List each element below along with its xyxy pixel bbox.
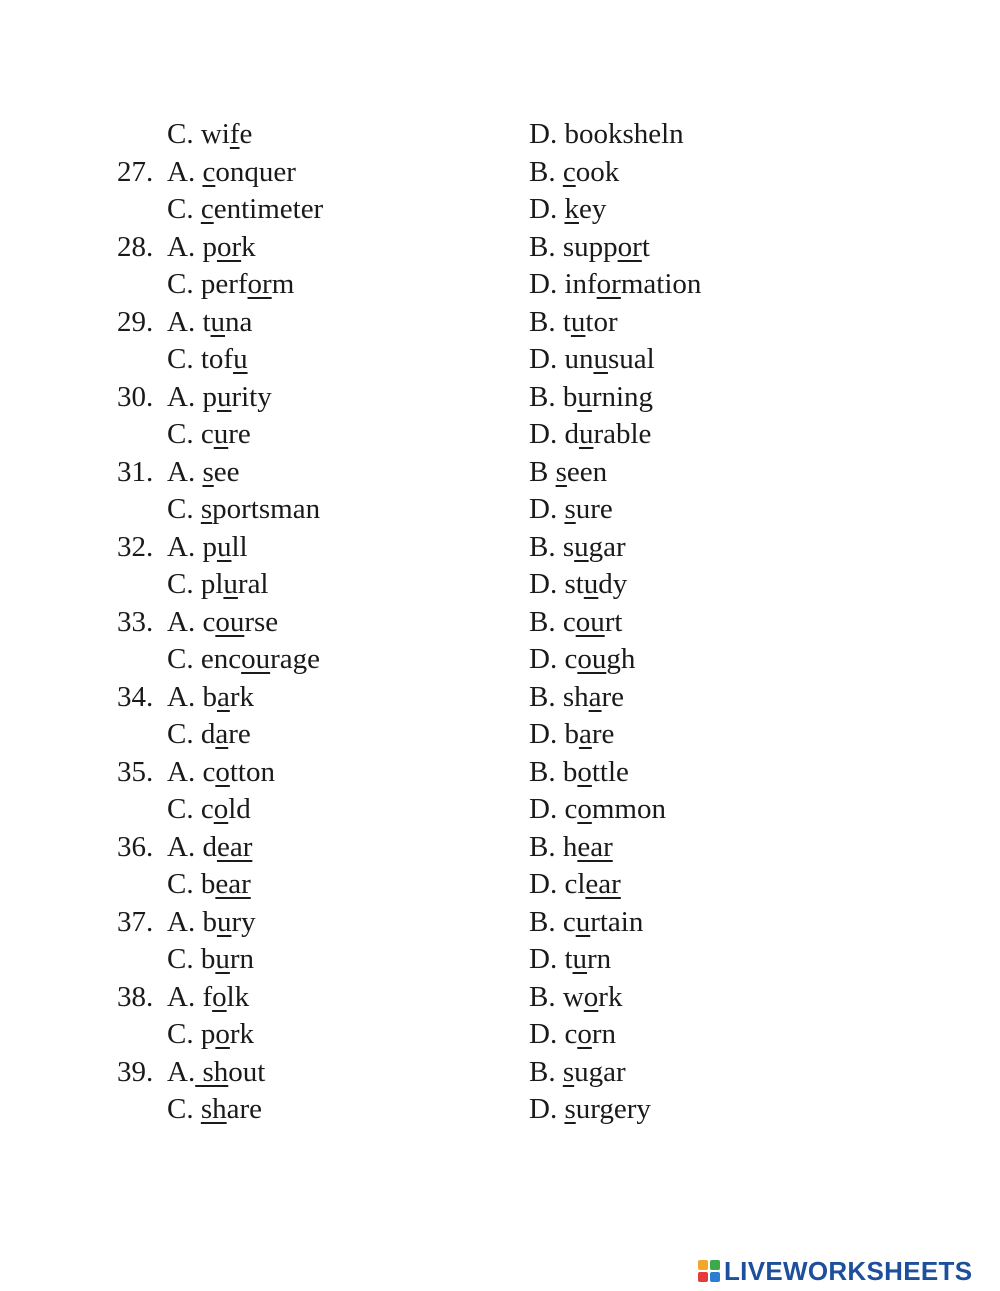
option-letter: B.	[529, 905, 563, 938]
underlined-sound: ear	[216, 830, 253, 863]
right-option	[529, 941, 611, 979]
word-fragment: st	[564, 568, 584, 600]
underlined-sound: u	[593, 343, 608, 375]
left-option	[167, 829, 252, 867]
option-letter: A.	[167, 605, 203, 638]
option-letter: B.	[529, 680, 563, 713]
word-fragment: c	[200, 793, 214, 825]
right-option	[529, 604, 622, 642]
option-letter: A.	[167, 1055, 196, 1088]
underlined-sound: ear	[577, 830, 613, 863]
underlined-sound: a	[578, 718, 592, 750]
word-fragment: c	[562, 905, 576, 938]
underlined-sound: o	[577, 755, 592, 788]
word-fragment: rk	[598, 980, 623, 1013]
question-row	[0, 191, 1000, 229]
underlined-sound: a	[215, 718, 229, 750]
right-option	[529, 1091, 651, 1129]
right-option	[529, 266, 701, 304]
underlined-sound: u	[233, 343, 248, 375]
underlined-sound: o	[577, 793, 592, 825]
right-option	[529, 454, 607, 492]
word-fragment: booksheln	[564, 118, 684, 150]
question-row	[0, 1091, 1000, 1129]
option-letter: A.	[167, 755, 203, 788]
word-fragment: rn	[591, 1018, 616, 1050]
word-fragment: rn	[229, 943, 255, 975]
option-letter: A.	[167, 455, 203, 488]
underlined-sound: o	[583, 980, 599, 1013]
left-option	[167, 1091, 262, 1129]
option-letter: C.	[167, 793, 201, 825]
word-fragment: rable	[593, 418, 652, 450]
word-fragment: w	[562, 980, 584, 1013]
left-option	[167, 791, 251, 829]
underlined-sound: o	[577, 1018, 592, 1050]
underlined-sound: u	[575, 905, 591, 938]
underlined-sound: o	[212, 980, 227, 1013]
option-letter: D.	[529, 118, 565, 150]
word-fragment: t	[641, 230, 650, 263]
option-letter: A.	[167, 530, 203, 563]
underlined-sound: s	[562, 1055, 575, 1088]
left-option	[167, 116, 252, 154]
left-option	[167, 379, 272, 417]
option-letter: B.	[529, 380, 563, 413]
option-letter: D.	[529, 868, 565, 900]
word-fragment: ry	[231, 905, 256, 938]
word-fragment: ll	[231, 530, 248, 563]
option-letter: A.	[167, 230, 203, 263]
word-fragment: are	[226, 1093, 263, 1125]
option-letter: B.	[529, 230, 563, 263]
word-fragment: onquer	[215, 155, 296, 188]
underlined-sound: u	[216, 530, 232, 563]
brand-name: LIVEWORKSHEETS	[724, 1255, 973, 1286]
option-letter: A.	[167, 155, 203, 188]
option-letter: C.	[167, 718, 201, 750]
left-option	[167, 529, 248, 567]
left-option	[167, 641, 320, 679]
question-row	[0, 829, 1000, 867]
word-fragment: tton	[229, 755, 275, 788]
word-fragment: rning	[591, 380, 654, 413]
left-option	[167, 604, 278, 642]
question-row	[0, 754, 1000, 792]
underlined-sound: ear	[215, 868, 251, 900]
underlined-sound: or	[216, 230, 242, 263]
question-number: 28.	[117, 230, 161, 263]
option-letter: A.	[167, 305, 203, 338]
question-number: 37.	[117, 905, 161, 938]
underlined-sound: o	[215, 1018, 230, 1050]
option-letter: B	[529, 455, 556, 488]
exercise-list	[0, 116, 1000, 1129]
right-option	[529, 791, 666, 829]
question-row	[0, 866, 1000, 904]
liveworksheets-logo	[698, 1254, 972, 1288]
option-letter: A.	[167, 980, 203, 1013]
logo-blocks-icon	[698, 1260, 720, 1282]
word-fragment: portsman	[212, 493, 321, 525]
left-option	[167, 679, 254, 717]
word-fragment: b	[200, 943, 216, 975]
underlined-sound: c	[200, 193, 214, 225]
word-fragment: k	[241, 230, 256, 263]
word-fragment: d	[564, 418, 579, 450]
option-letter: D.	[529, 418, 565, 450]
underlined-sound: s	[564, 1093, 576, 1125]
underlined-sound: u	[210, 305, 226, 338]
word-fragment: rage	[270, 643, 320, 675]
logo-block	[698, 1272, 708, 1282]
question-row	[0, 941, 1000, 979]
left-option	[167, 491, 320, 529]
word-fragment: c	[564, 643, 578, 675]
word-fragment: c	[200, 418, 214, 450]
question-row	[0, 491, 1000, 529]
option-letter: D.	[529, 493, 565, 525]
underlined-sound: u	[570, 305, 586, 338]
word-fragment: rk	[229, 1018, 255, 1050]
word-fragment: un	[564, 343, 594, 375]
word-fragment: ey	[578, 193, 607, 225]
right-option	[529, 341, 655, 379]
right-option	[529, 566, 627, 604]
underlined-sound: k	[564, 193, 579, 225]
left-option	[167, 266, 294, 304]
left-option	[167, 454, 240, 492]
word-fragment: gar	[588, 530, 626, 563]
option-letter: D.	[529, 718, 565, 750]
word-fragment: ral	[237, 568, 269, 600]
word-fragment: c	[564, 793, 578, 825]
underlined-sound: u	[223, 568, 238, 600]
word-fragment: ook	[575, 155, 620, 188]
question-row	[0, 529, 1000, 567]
option-letter: C.	[167, 943, 201, 975]
option-letter: C.	[167, 1018, 201, 1050]
underlined-sound: u	[213, 418, 229, 450]
word-fragment: rtain	[590, 905, 644, 938]
underlined-sound: s	[555, 455, 567, 488]
question-number: 33.	[117, 605, 161, 638]
word-fragment: tor	[585, 305, 618, 338]
question-row	[0, 1054, 1000, 1092]
word-fragment: p	[202, 380, 217, 413]
word-fragment: f	[202, 980, 213, 1013]
left-option	[167, 304, 252, 342]
option-letter: B.	[529, 830, 563, 863]
left-option	[167, 341, 248, 379]
left-option	[167, 229, 256, 267]
option-letter: B.	[529, 605, 563, 638]
question-number: 30.	[117, 380, 161, 413]
underlined-sound: s	[200, 493, 213, 525]
underlined-sound: u	[216, 380, 232, 413]
left-option	[167, 566, 269, 604]
question-row	[0, 454, 1000, 492]
question-row	[0, 679, 1000, 717]
option-letter: D.	[529, 568, 565, 600]
question-number: 32.	[117, 530, 161, 563]
left-option	[167, 191, 323, 229]
question-number: 27.	[117, 155, 161, 188]
underlined-sound: s	[564, 493, 576, 525]
word-fragment: c	[202, 755, 216, 788]
word-fragment: rity	[231, 380, 272, 413]
question-row	[0, 604, 1000, 642]
option-letter: A.	[167, 830, 203, 863]
left-option	[167, 154, 296, 192]
question-row	[0, 379, 1000, 417]
left-option	[167, 416, 251, 454]
word-fragment: pl	[200, 568, 224, 600]
word-fragment: re	[601, 680, 625, 713]
word-fragment: urgery	[575, 1093, 651, 1125]
option-letter: B.	[529, 755, 563, 788]
left-option	[167, 941, 254, 979]
question-number: 39.	[117, 1055, 161, 1088]
question-row	[0, 641, 1000, 679]
word-fragment: rse	[244, 605, 279, 638]
word-fragment: e	[239, 118, 253, 150]
underlined-sound: ou	[215, 605, 245, 638]
word-fragment: gh	[606, 643, 636, 675]
option-letter: C.	[167, 868, 201, 900]
word-fragment: mmon	[591, 793, 666, 825]
underlined-sound: u	[216, 905, 232, 938]
question-row	[0, 304, 1000, 342]
underlined-sound: u	[574, 530, 589, 563]
right-option	[529, 979, 622, 1017]
word-fragment: re	[591, 718, 615, 750]
question-row	[0, 341, 1000, 379]
underlined-sound: c	[202, 155, 216, 188]
underlined-sound: sh	[195, 1055, 229, 1088]
question-number: 38.	[117, 980, 161, 1013]
word-fragment: p	[202, 230, 217, 263]
word-fragment: m	[271, 268, 295, 300]
option-letter: C.	[167, 493, 201, 525]
word-fragment: rt	[604, 605, 623, 638]
word-fragment: dy	[598, 568, 628, 600]
word-fragment: t	[562, 305, 571, 338]
question-row	[0, 791, 1000, 829]
left-option	[167, 866, 251, 904]
right-option	[529, 116, 684, 154]
underlined-sound: s	[202, 455, 214, 488]
underlined-sound: u	[578, 418, 594, 450]
option-letter: D.	[529, 1093, 565, 1125]
word-fragment: supp	[562, 230, 618, 263]
option-letter: B.	[529, 530, 563, 563]
option-letter: B.	[529, 980, 563, 1013]
word-fragment: h	[562, 830, 578, 863]
word-fragment: lk	[226, 980, 250, 1013]
option-letter: D.	[529, 268, 565, 300]
right-option	[529, 191, 606, 229]
question-number: 36.	[117, 830, 161, 863]
right-option	[529, 379, 653, 417]
option-letter: D.	[529, 1018, 565, 1050]
underlined-sound: or	[247, 268, 272, 300]
question-row	[0, 416, 1000, 454]
option-letter: B.	[529, 155, 563, 188]
option-letter: C.	[167, 268, 201, 300]
question-number: 31.	[117, 455, 161, 488]
right-option	[529, 641, 635, 679]
option-letter: D.	[529, 343, 565, 375]
underlined-sound: u	[215, 943, 230, 975]
right-option	[529, 829, 613, 867]
option-letter: C.	[167, 118, 201, 150]
underlined-sound: u	[577, 380, 592, 413]
option-letter: C.	[167, 418, 201, 450]
right-option	[529, 866, 621, 904]
underlined-sound: or	[596, 268, 621, 300]
word-fragment: na	[225, 305, 253, 338]
question-row	[0, 566, 1000, 604]
right-option	[529, 491, 613, 529]
word-fragment: ttle	[591, 755, 629, 788]
left-option	[167, 979, 249, 1017]
word-fragment: enc	[200, 643, 242, 675]
word-fragment: s	[562, 530, 575, 563]
word-fragment: d	[202, 830, 217, 863]
word-fragment: ure	[575, 493, 613, 525]
option-letter: D.	[529, 943, 565, 975]
option-letter: A.	[167, 905, 203, 938]
option-letter: B.	[529, 1055, 563, 1088]
option-letter: A.	[167, 380, 203, 413]
right-option	[529, 229, 650, 267]
question-row	[0, 116, 1000, 154]
question-row	[0, 904, 1000, 942]
word-fragment: b	[202, 905, 217, 938]
underlined-sound: or	[617, 230, 642, 263]
option-letter: C.	[167, 643, 201, 675]
word-fragment: p	[202, 530, 217, 563]
option-letter: D.	[529, 643, 565, 675]
question-row	[0, 979, 1000, 1017]
question-number: 29.	[117, 305, 161, 338]
word-fragment: ld	[228, 793, 251, 825]
option-letter: C.	[167, 193, 201, 225]
question-number: 35.	[117, 755, 161, 788]
word-fragment: re	[228, 718, 251, 750]
word-fragment: out	[228, 1055, 266, 1088]
underlined-sound: a	[216, 680, 230, 713]
word-fragment: t	[564, 943, 573, 975]
word-fragment: inf	[564, 268, 597, 300]
right-option	[529, 679, 624, 717]
question-number: 34.	[117, 680, 161, 713]
word-fragment: perf	[200, 268, 248, 300]
word-fragment: c	[202, 605, 216, 638]
word-fragment: ugar	[574, 1055, 626, 1088]
word-fragment: entimeter	[213, 193, 324, 225]
underlined-sound: sh	[200, 1093, 227, 1125]
option-letter: D.	[529, 793, 565, 825]
word-fragment: b	[564, 718, 579, 750]
underlined-sound: o	[213, 793, 229, 825]
word-fragment: mation	[620, 268, 702, 300]
right-option	[529, 1054, 626, 1092]
word-fragment: wi	[200, 118, 230, 150]
word-fragment: sh	[562, 680, 589, 713]
word-fragment: c	[562, 605, 576, 638]
right-option	[529, 304, 618, 342]
underlined-sound: u	[572, 943, 588, 975]
right-option	[529, 904, 643, 942]
underlined-sound: ear	[585, 868, 621, 900]
logo-block	[698, 1260, 708, 1270]
underlined-sound: ou	[577, 643, 607, 675]
question-row	[0, 266, 1000, 304]
left-option	[167, 1016, 254, 1054]
underlined-sound: u	[583, 568, 599, 600]
right-option	[529, 529, 626, 567]
option-letter: B.	[529, 305, 563, 338]
word-fragment: b	[562, 755, 578, 788]
logo-block	[710, 1272, 720, 1282]
word-fragment: d	[200, 718, 216, 750]
left-option	[167, 716, 251, 754]
left-option	[167, 754, 275, 792]
right-option	[529, 754, 629, 792]
right-option	[529, 416, 651, 454]
right-option	[529, 1016, 616, 1054]
word-fragment: tof	[200, 343, 234, 375]
word-fragment: b	[200, 868, 216, 900]
word-fragment: ee	[213, 455, 240, 488]
underlined-sound: ou	[575, 605, 605, 638]
underlined-sound: f	[229, 118, 240, 150]
option-letter: D.	[529, 193, 565, 225]
option-letter: C.	[167, 1093, 201, 1125]
logo-block	[710, 1260, 720, 1270]
question-row	[0, 716, 1000, 754]
word-fragment: sual	[607, 343, 655, 375]
underlined-sound: c	[562, 155, 576, 188]
word-fragment: b	[562, 380, 578, 413]
question-row	[0, 154, 1000, 192]
word-fragment: rk	[229, 680, 254, 713]
underlined-sound: a	[588, 680, 602, 713]
word-fragment: rn	[587, 943, 612, 975]
underlined-sound: ou	[241, 643, 271, 675]
word-fragment: cl	[564, 868, 586, 900]
question-row	[0, 229, 1000, 267]
right-option	[529, 716, 614, 754]
option-letter: C.	[167, 343, 201, 375]
word-fragment: b	[202, 680, 217, 713]
word-fragment: t	[202, 305, 211, 338]
option-letter: C.	[167, 568, 201, 600]
option-letter: A.	[167, 680, 203, 713]
underlined-sound: o	[215, 755, 230, 788]
left-option	[167, 904, 256, 942]
right-option	[529, 154, 619, 192]
word-fragment: re	[228, 418, 251, 450]
left-option	[167, 1054, 265, 1092]
word-fragment: c	[564, 1018, 578, 1050]
word-fragment: een	[566, 455, 608, 488]
word-fragment: p	[200, 1018, 216, 1050]
question-row	[0, 1016, 1000, 1054]
